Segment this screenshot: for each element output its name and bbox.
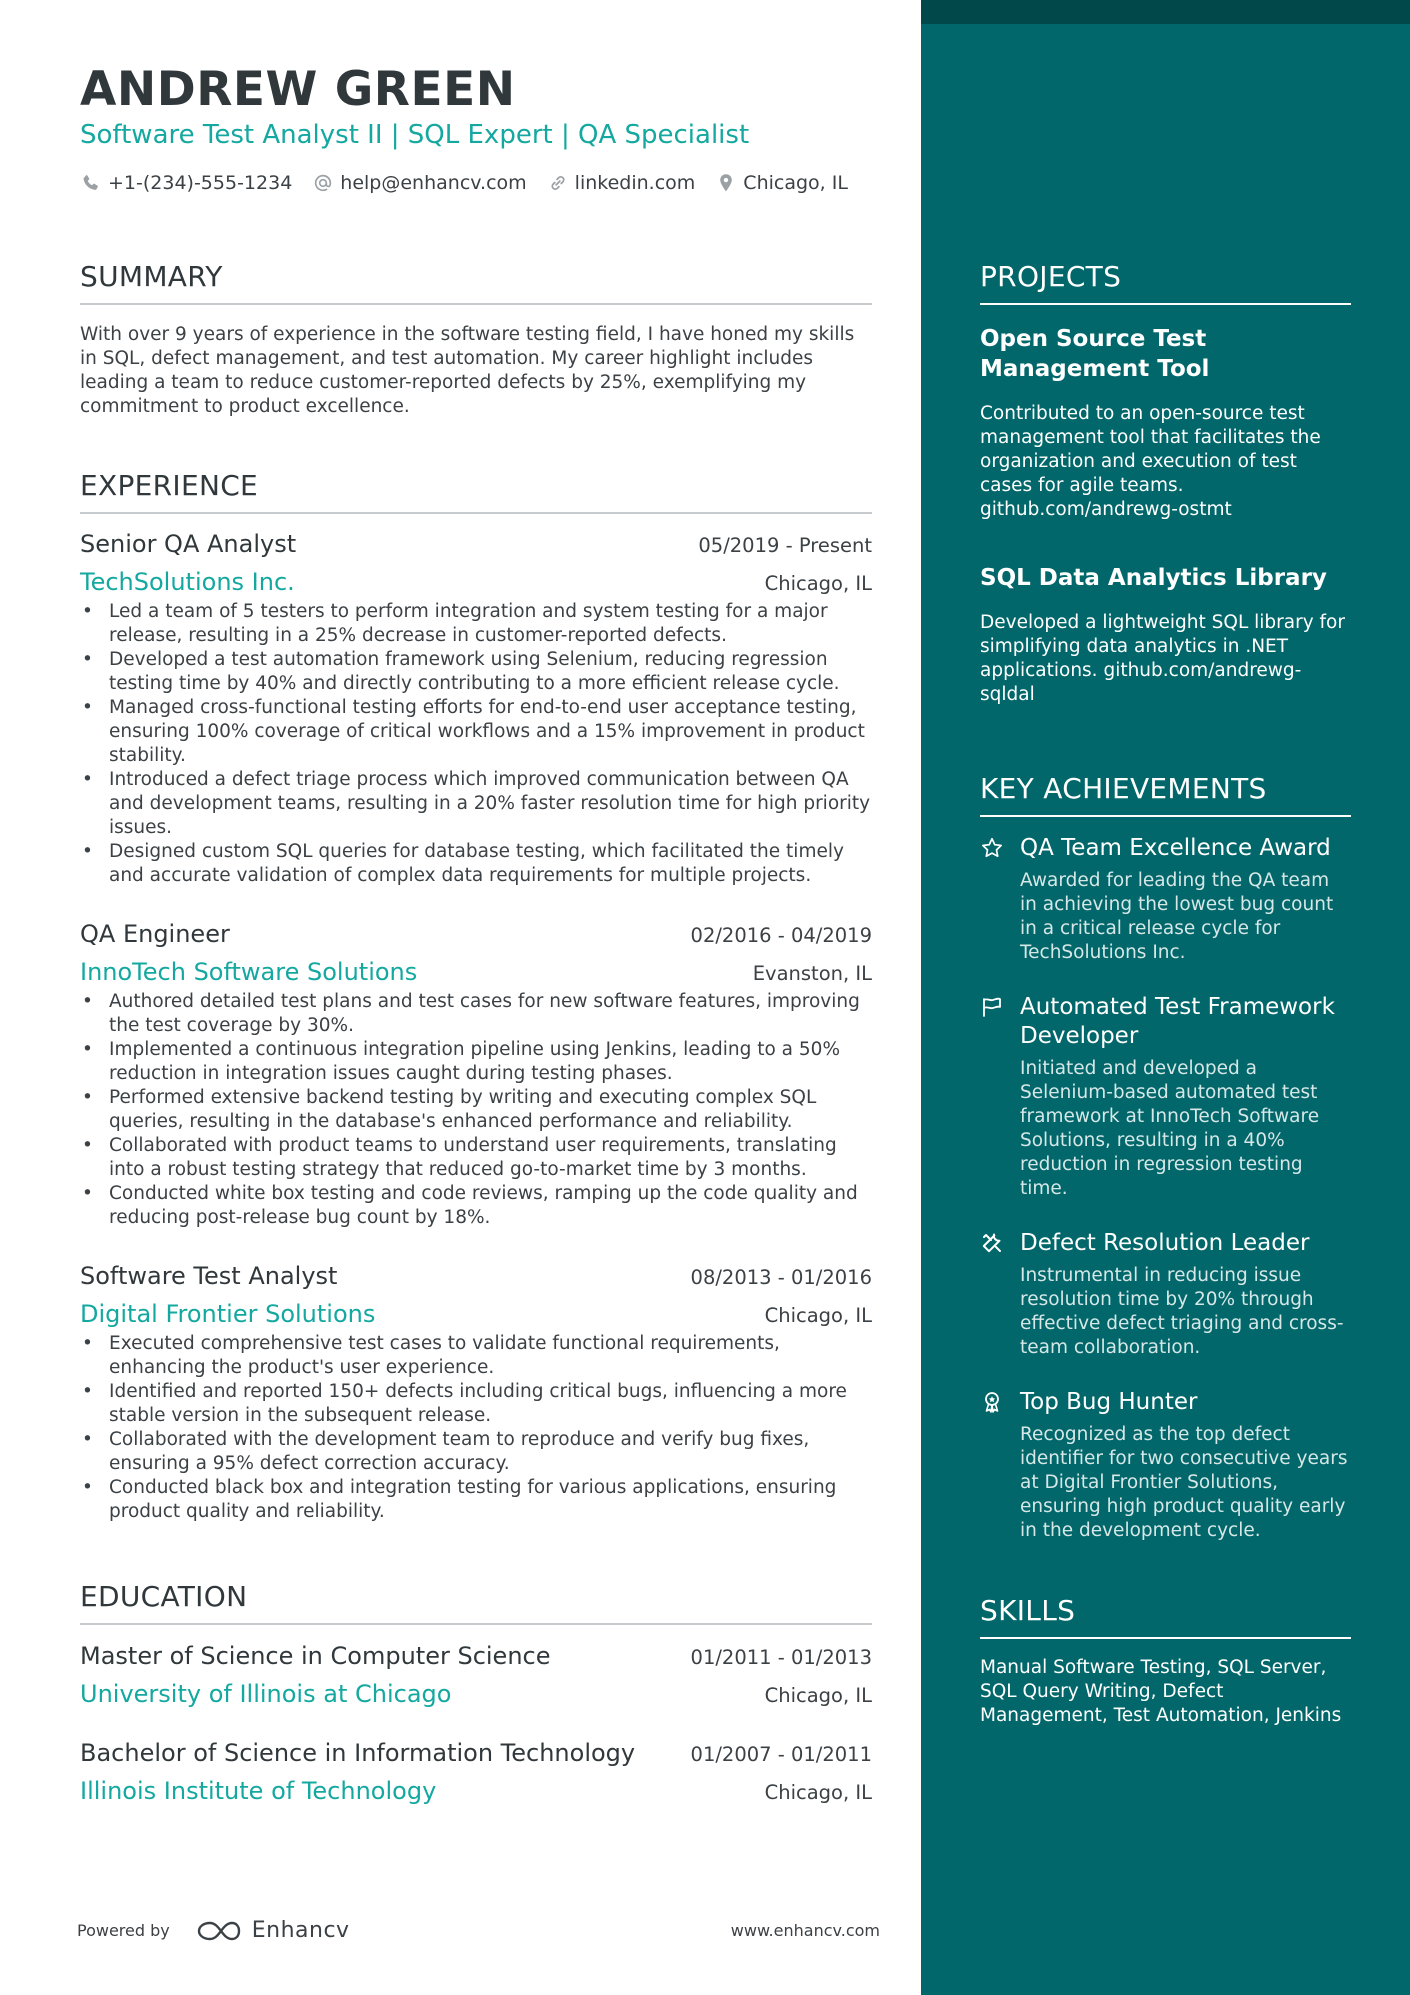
project-title: SQL Data Analytics Library [980,565,1327,591]
phone-icon [80,172,102,194]
achievement-item [980,834,1351,965]
skills-list: Manual Software Testing, SQL Server, SQL Query Writing, Defect Management, Test Automation, Jenkins [980,1657,1342,1726]
contact-location [715,172,848,194]
degree-title: Bachelor of Science in Information Technology [80,1739,636,1767]
footer [77,1918,880,1943]
achievement-title: QA Team Excellence Award [1020,835,1331,861]
achievement-description: Initiated and developed a Selenium-based automated test framework at InnoTech Software Solutions, resulting in a 40% reduction in regression testing time. [1020,1058,1320,1199]
candidate-headline: Software Test Analyst II | SQL Expert | QA Specialist [80,120,750,150]
brand-logo[interactable] [196,1918,350,1943]
job-dates: 05/2019 - Present [698,534,872,557]
achievement-item [980,1388,1351,1543]
flag-icon [980,995,1004,1019]
location-pin-icon [715,172,737,194]
contact-phone [80,172,292,194]
experience-entry [80,530,872,888]
achievement-title: Top Bug Hunter [1020,1389,1198,1415]
achievement-title: Automated Test Framework Developer [1020,994,1335,1049]
star-icon [980,836,1004,860]
school-location: Chicago, IL [764,1781,872,1804]
linkedin-text: linkedin.com [574,172,696,194]
education-heading: EDUCATION [80,1580,872,1625]
link-icon [547,172,569,194]
bullet-item: • Performed extensive backend testing by writing and executing complex SQL queries, resulting in the database's enhanced performance and reliability. [80,1086,872,1134]
sidebar-top-band [921,0,1410,24]
bullet-item: • Conducted white box testing and code reviews, ramping up the code quality and reducing post-release bug count by 18%. [80,1182,872,1230]
job-bullets [80,1332,872,1524]
contact-email[interactable] [312,172,526,194]
bullet-item: • Collaborated with the development team to reproduce and verify bug fixes, ensuring a 95% defect correction accuracy. [80,1428,872,1476]
degree-title: Master of Science in Computer Science [80,1642,551,1670]
job-dates: 08/2013 - 01/2016 [690,1266,872,1289]
summary-text: With over 9 years of experience in the software testing field, I have honed my skills in SQL, defect management, and test automation. My career highlight includes leading a team to reduce customer-reported defects by 25%, exemplifying my commitment to product excellence. [80,324,855,417]
contact-linkedin[interactable] [547,172,696,194]
bullet-item: • Authored detailed test plans and test cases for new software features, improving the test coverage by 30%. [80,990,872,1038]
job-location: Chicago, IL [764,572,872,595]
tools-icon [980,1231,1004,1255]
powered-by-label: Powered by [77,1921,170,1940]
project-description: Developed a lightweight SQL library for simplifying data analytics in .NET applications. github.com/andrewg-sqldal [980,612,1345,705]
skills-heading: SKILLS [980,1594,1351,1639]
school-location: Chicago, IL [764,1684,872,1707]
project-item [980,563,1351,707]
bullet-item: • Managed cross-functional testing efforts for end-to-end user acceptance testing, ensuring 100% coverage of critical workflows and a 15% improvement in product stability. [80,696,872,768]
school-name: Illinois Institute of Technology [80,1777,437,1805]
school-name: University of Illinois at Chicago [80,1680,452,1708]
brand-name: Enhancv [251,1918,350,1943]
education-entry [80,1739,872,1805]
projects-heading: PROJECTS [980,260,1351,305]
bullet-item: • Identified and reported 150+ defects including critical bugs, influencing a more stable version in the subsequent release. [80,1380,872,1428]
sidebar [921,0,1410,1995]
job-bullets [80,990,872,1230]
candidate-name: ANDREW GREEN [80,62,516,117]
location-text: Chicago, IL [743,172,848,194]
company-name: InnoTech Software Solutions [80,958,418,986]
education-entry [80,1642,872,1708]
experience-heading: EXPERIENCE [80,469,872,514]
medal-icon [980,1390,1004,1414]
achievement-description: Recognized as the top defect identifier for two consecutive years at Digital Frontier Solutions, ensuring high product quality early in the development cycle. [1020,1424,1348,1541]
bullet-item: • Executed comprehensive test cases to validate functional requirements, enhancing the product's user experience. [80,1332,872,1380]
achievement-description: Instrumental in reducing issue resolution time by 20% through effective defect triaging and cross-team collaboration. [1020,1265,1344,1358]
at-icon [312,172,334,194]
experience-entry [80,1262,872,1524]
summary-heading: SUMMARY [80,260,872,305]
project-description: Contributed to an open-source test management tool that facilitates the organization and execution of test cases for agile teams. github.com/andrewg-ostmt [980,403,1321,520]
achievement-title: Defect Resolution Leader [1020,1230,1310,1256]
achievement-item [980,1229,1351,1360]
bullet-item: • Designed custom SQL queries for database testing, which facilitated the timely and accurate validation of complex data requirements for multiple projects. [80,840,872,888]
company-name: TechSolutions Inc. [80,568,295,596]
job-location: Chicago, IL [764,1304,872,1327]
job-location: Evanston, IL [752,962,872,985]
job-title: QA Engineer [80,920,230,948]
achievements-heading: KEY ACHIEVEMENTS [980,772,1351,817]
achievement-item [980,993,1351,1201]
job-bullets [80,600,872,888]
bullet-item: • Conducted black box and integration testing for various applications, ensuring product quality and reliability. [80,1476,872,1524]
experience-entry [80,920,872,1230]
education-dates: 01/2007 - 01/2011 [690,1743,872,1766]
project-item [980,324,1351,522]
job-title: Software Test Analyst [80,1262,338,1290]
footer-website[interactable]: www.enhancv.com [730,1921,880,1940]
bullet-item: • Developed a test automation framework using Selenium, reducing regression testing time by 40% and directly contributing to a more efficient release cycle. [80,648,872,696]
job-dates: 02/2016 - 04/2019 [690,924,872,947]
education-dates: 01/2011 - 01/2013 [690,1646,872,1669]
enhancv-logo-icon [196,1919,242,1943]
bullet-item: • Implemented a continuous integration pipeline using Jenkins, leading to a 50% reduction in integration issues caught during testing phases. [80,1038,872,1086]
company-name: Digital Frontier Solutions [80,1300,376,1328]
email-text: help@enhancv.com [340,172,527,194]
bullet-item: • Led a team of 5 testers to perform integration and system testing for a major release, resulting in a 25% decrease in customer-reported defects. [80,600,872,648]
bullet-item: • Introduced a defect triage process which improved communication between QA and development teams, resulting in a 20% faster resolution time for high priority issues. [80,768,872,840]
bullet-item: • Collaborated with product teams to understand user requirements, translating into a robust testing strategy that reduced go-to-market time by 3 months. [80,1134,872,1182]
contact-bar [80,172,868,194]
phone-text: +1-(234)-555-1234 [108,172,293,194]
job-title: Senior QA Analyst [80,530,297,558]
achievement-description: Awarded for leading the QA team in achieving the lowest bug count in a critical release cycle for TechSolutions Inc. [1020,870,1334,963]
project-title: Open Source Test Management Tool [980,326,1210,382]
